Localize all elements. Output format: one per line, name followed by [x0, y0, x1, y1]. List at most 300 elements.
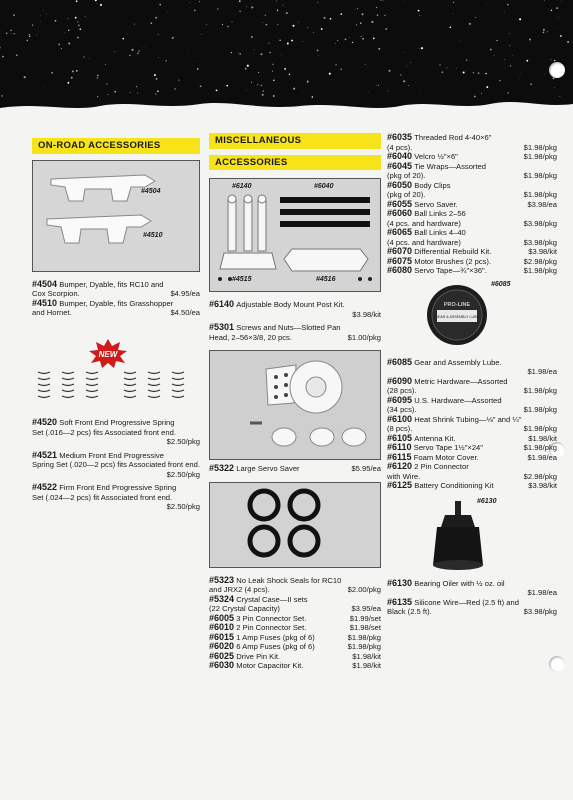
product-item [387, 598, 557, 617]
star [254, 49, 255, 50]
star [29, 34, 30, 35]
star [239, 0, 240, 1]
star [371, 21, 373, 23]
price: $1.98/kit [352, 661, 381, 670]
product-desc: 6 Amp Fuses (pkg of 6) [236, 642, 315, 651]
price: $1.98/kit [528, 433, 557, 443]
product-desc-cont: and Hornet. [32, 308, 72, 317]
star [257, 84, 258, 85]
product-desc: Bumper, Dyable, fits Grasshopper [59, 298, 174, 308]
star [307, 27, 308, 28]
springs-image [34, 368, 194, 400]
price: $4.95/ea [170, 289, 200, 298]
star [456, 68, 457, 69]
star [206, 24, 207, 25]
badge-text: NEW [98, 350, 118, 359]
star [273, 80, 274, 81]
star [16, 54, 18, 56]
star [313, 32, 314, 33]
star [453, 2, 454, 3]
star [245, 68, 247, 70]
part-number: #6090 [387, 375, 413, 386]
star [136, 86, 137, 87]
price: $1.98/pkg [523, 142, 557, 152]
price: $1.99/set [349, 613, 381, 623]
star [529, 39, 531, 41]
product-item [387, 200, 557, 210]
star [246, 90, 247, 91]
star [335, 64, 336, 65]
column-misc [209, 133, 381, 671]
star [556, 7, 558, 9]
star [36, 34, 37, 35]
product-desc: Bumper, Dyable, fits RC10 and [59, 279, 164, 289]
product-item [209, 300, 381, 319]
product-desc-cont: (4 pcs). [387, 142, 413, 152]
product-desc: Ball Links 4–40 [414, 228, 466, 237]
price: $2.00/pkg [347, 585, 381, 594]
star [263, 22, 264, 23]
star [273, 95, 275, 97]
product-item [387, 209, 557, 228]
product-item [209, 652, 381, 662]
price: $5.95/ea [351, 464, 381, 473]
star [188, 50, 189, 51]
star [200, 85, 202, 87]
star [77, 21, 78, 22]
star [466, 60, 467, 61]
part-number: #6080 [387, 265, 413, 275]
product-desc: Medium Front End Progressive [59, 450, 164, 460]
star [32, 25, 33, 26]
part-number: #6020 [209, 641, 235, 651]
star [155, 94, 156, 95]
price: $3.95/ea [351, 604, 381, 613]
star [329, 73, 331, 75]
star [307, 82, 308, 83]
product-desc-cont: and JRX2 (4 pcs). [209, 585, 270, 594]
star [217, 8, 218, 9]
star [481, 93, 482, 94]
star [131, 49, 133, 51]
part-number: #6010 [209, 622, 235, 632]
price: $1.98/pkg [523, 190, 557, 199]
body-mount-photo [209, 178, 381, 292]
star [54, 20, 56, 22]
star [122, 38, 124, 40]
product-desc: Crystal Case—II sets [236, 594, 308, 604]
star [365, 64, 366, 65]
star [486, 86, 488, 88]
price: $1.98/pkg [523, 266, 557, 275]
star [100, 4, 102, 6]
star [1, 95, 3, 97]
star [475, 17, 476, 18]
star [360, 22, 362, 24]
price: $3.98/kit [528, 481, 557, 490]
price: $2.98/pkg [523, 256, 557, 266]
column-misc-continued [387, 133, 557, 617]
servo-saver-image [210, 351, 380, 459]
star [247, 65, 249, 67]
star [317, 50, 319, 52]
section-header: ACCESSORIES [209, 155, 381, 171]
bumper-image [33, 161, 199, 271]
jar-brand: PRO-LINE [443, 301, 471, 308]
product-list [387, 579, 557, 617]
star [83, 56, 84, 57]
star [272, 71, 273, 72]
star [361, 36, 362, 37]
part-number: #6040 [387, 151, 413, 161]
star [521, 73, 522, 74]
star [251, 36, 252, 37]
star [189, 2, 190, 3]
star [318, 55, 319, 56]
star [283, 5, 284, 6]
star [559, 96, 560, 97]
product-desc-cont: (28 pcs). [387, 386, 417, 395]
part-number: #5322 [209, 463, 235, 473]
binder-hole [549, 62, 565, 78]
star [557, 28, 558, 29]
star [485, 73, 486, 74]
star [178, 79, 179, 80]
product-desc: Adjustable Body Mount Post Kit. [236, 300, 345, 309]
price: $1.98/pkg [347, 642, 381, 651]
star [76, 0, 78, 2]
star [494, 55, 495, 56]
product-desc: Velcro ½"×6" [414, 152, 458, 161]
star [453, 13, 454, 14]
product-desc-cont: (8 pcs). [387, 424, 413, 433]
star [80, 28, 82, 30]
part-number: #4520 [32, 417, 58, 427]
product-desc: Motor Brushes (2 pcs). [414, 256, 492, 266]
star [442, 71, 444, 73]
star [376, 85, 377, 86]
star [508, 92, 509, 93]
price: $1.98/pkg [523, 405, 557, 414]
star [419, 48, 420, 49]
star [137, 93, 138, 94]
star [72, 70, 74, 72]
star [67, 82, 69, 84]
star [260, 53, 262, 55]
star [76, 70, 77, 71]
star [362, 38, 364, 40]
star [276, 1, 277, 2]
star [43, 10, 44, 11]
star [293, 25, 295, 27]
star [265, 15, 266, 16]
price: $3.98/pkg [523, 607, 557, 616]
star [6, 32, 8, 34]
product-desc-cont: (4 pcs. and hardware) [387, 237, 461, 247]
star [499, 80, 500, 81]
price: $1.98/ea [527, 452, 557, 462]
star [40, 21, 41, 22]
star [261, 85, 262, 86]
star [330, 18, 332, 20]
star [376, 7, 377, 8]
product-item [387, 377, 557, 396]
star [299, 22, 300, 23]
star [335, 43, 336, 44]
lube-jar-image [387, 280, 557, 350]
star [174, 88, 175, 89]
product-desc-cont: Spring Set (.020—2 pcs) fits Associated front end. [32, 460, 200, 469]
price: $2.50/pkg [166, 437, 200, 446]
star [158, 34, 159, 35]
star [258, 72, 259, 73]
star [403, 1, 404, 2]
product-item [387, 481, 557, 491]
new-badge [88, 338, 128, 368]
price: $4.50/ea [170, 308, 200, 317]
star [154, 74, 156, 76]
star [473, 72, 474, 73]
product-item [32, 299, 200, 318]
part-number: #6105 [387, 432, 413, 443]
product-item [387, 266, 557, 276]
star [324, 17, 326, 19]
star [340, 69, 341, 70]
star [272, 64, 273, 65]
star [78, 24, 80, 26]
star [410, 62, 411, 63]
star [75, 17, 77, 19]
price: $1.98/ea [527, 588, 557, 597]
star [13, 14, 15, 16]
star [519, 18, 521, 20]
star [227, 26, 228, 27]
star [509, 45, 510, 46]
star [352, 42, 353, 43]
price: $3.98/pkg [523, 218, 557, 228]
product-desc-cont: (34 pcs). [387, 405, 417, 414]
part-number: #6135 [387, 596, 413, 607]
star [507, 4, 509, 6]
star [51, 72, 53, 74]
star [107, 94, 108, 95]
star [58, 44, 60, 46]
star [450, 27, 452, 29]
star [246, 6, 247, 7]
star [26, 40, 28, 42]
oiler-photo [387, 497, 557, 575]
star [145, 46, 146, 47]
product-desc: Silicone Wire—Red (2.5 ft) and [414, 597, 519, 607]
product-desc: Screws and Nuts—Slotted Pan [236, 323, 341, 332]
star [510, 65, 511, 66]
star [317, 2, 318, 3]
star [97, 75, 99, 77]
product-desc-cont: Set (.016—2 pcs) fits Associated front end. [32, 427, 176, 437]
star [216, 90, 218, 92]
star [519, 78, 520, 79]
star [558, 17, 559, 18]
part-number: #6025 [209, 650, 235, 661]
price: $1.98/pkg [523, 152, 557, 161]
price: $3.98/ea [527, 199, 557, 209]
star [407, 66, 408, 67]
product-desc-cont: (pkg of 20). [387, 171, 426, 180]
star [543, 29, 545, 31]
product-desc: 3 Pin Connector Set. [236, 613, 307, 623]
product-item [387, 247, 557, 257]
part-number: #6065 [387, 227, 413, 237]
star [251, 82, 252, 83]
product-item [209, 614, 381, 624]
part-number: #6045 [387, 160, 413, 171]
product-item [387, 453, 557, 463]
part-number: #4522 [32, 482, 58, 492]
star [302, 92, 303, 93]
product-desc: Firm Front End Progressive Spring [59, 483, 177, 492]
part-number: #6035 [387, 132, 413, 142]
star [439, 64, 440, 65]
product-desc: Gear and Assembly Lube. [414, 357, 502, 367]
star [554, 60, 555, 61]
star [357, 8, 358, 9]
product-desc: Large Servo Saver [236, 464, 300, 473]
product-desc: Metric Hardware—Assorted [414, 376, 508, 386]
star [291, 40, 293, 42]
star [13, 33, 14, 34]
star [277, 24, 278, 25]
product-desc: Antenna Kit. [414, 433, 456, 443]
binder-hole [549, 656, 565, 672]
part-number: #6030 [209, 660, 235, 670]
part-number: #6085 [387, 356, 413, 367]
star [128, 34, 129, 35]
product-list [387, 133, 557, 276]
star [474, 96, 476, 98]
part-number: #6130 [387, 577, 413, 588]
star [460, 40, 461, 41]
product-desc: Motor Capacitor Kit. [236, 661, 304, 670]
star [155, 17, 157, 19]
part-number: #6075 [387, 255, 413, 266]
star [312, 96, 314, 98]
star [373, 38, 375, 40]
price: $1.00/pkg [347, 332, 381, 342]
product-item [32, 451, 200, 480]
star [168, 12, 169, 13]
jar-text: GEAR & ASSEMBLY LUBE [435, 314, 479, 319]
part-number: #5323 [209, 574, 235, 585]
shock-seals-photo [209, 482, 381, 568]
part-number: #6115 [387, 451, 412, 462]
product-item [32, 418, 200, 447]
product-desc: 2 Pin Connector [414, 462, 469, 471]
product-item [387, 396, 557, 415]
product-item [209, 464, 381, 474]
star [287, 43, 289, 45]
star [64, 32, 65, 33]
price: $1.98/pkg [523, 171, 557, 180]
star [286, 12, 288, 14]
product-desc-cont: (pkg of 20). [387, 190, 426, 199]
star [302, 41, 303, 42]
star [238, 53, 239, 54]
star [361, 13, 363, 15]
product-desc: Body Clips [414, 180, 451, 190]
star [408, 85, 409, 86]
product-desc: No Leak Shock Seals for RC10 [236, 575, 342, 585]
star [279, 40, 280, 41]
star [130, 92, 131, 93]
product-desc: Servo Tape—¾"×36". [414, 266, 487, 275]
price: $1.98/pkg [523, 443, 557, 452]
product-desc: Servo Tape 1½"×24" [413, 443, 483, 452]
star [289, 74, 290, 75]
star [385, 28, 387, 30]
product-item [32, 483, 200, 512]
star [46, 14, 47, 15]
star [421, 47, 423, 49]
product-item [209, 595, 381, 614]
star [40, 16, 41, 17]
product-desc: Foam Motor Cover. [413, 452, 479, 462]
star [509, 33, 510, 34]
star [106, 83, 107, 84]
bumper-photo [32, 160, 200, 272]
star [554, 87, 555, 88]
star [526, 60, 528, 62]
star [7, 24, 8, 25]
oiler-image [387, 497, 557, 575]
part-number: #6120 [387, 461, 413, 471]
part-number: #6110 [387, 442, 412, 452]
price: $3.98/kit [352, 309, 381, 319]
star [560, 35, 562, 37]
price: $3.98/kit [528, 247, 557, 256]
star [68, 18, 69, 19]
part-number: #4504 [32, 278, 58, 289]
star [231, 21, 232, 22]
shock-seals-image [210, 483, 380, 567]
product-desc: Battery Conditioning Kit [414, 481, 494, 490]
star [114, 91, 115, 92]
star [337, 40, 338, 41]
product-desc: Tie Wraps—Assorted [414, 161, 487, 171]
star [251, 6, 253, 8]
star [165, 60, 166, 61]
star [551, 10, 552, 11]
star [77, 37, 79, 39]
product-item [209, 323, 381, 342]
photo-label: #6085 [491, 280, 511, 288]
star [469, 23, 471, 25]
part-number: #4521 [32, 449, 58, 460]
photo-label: #4510 [143, 231, 163, 239]
star [150, 22, 152, 24]
product-desc: Threaded Rod 4-40×6" [414, 133, 492, 142]
star [159, 4, 161, 6]
product-desc: Servo Saver. [414, 199, 458, 209]
photo-label: #4515 [232, 276, 252, 283]
price: $2.98/pkg [523, 471, 557, 481]
star [368, 92, 369, 93]
star [239, 53, 241, 55]
star [561, 0, 562, 1]
star [378, 85, 379, 86]
product-item [387, 434, 557, 444]
product-desc-cont: Head, 2–56×3/8, 20 pcs. [209, 332, 292, 342]
star [222, 24, 223, 25]
